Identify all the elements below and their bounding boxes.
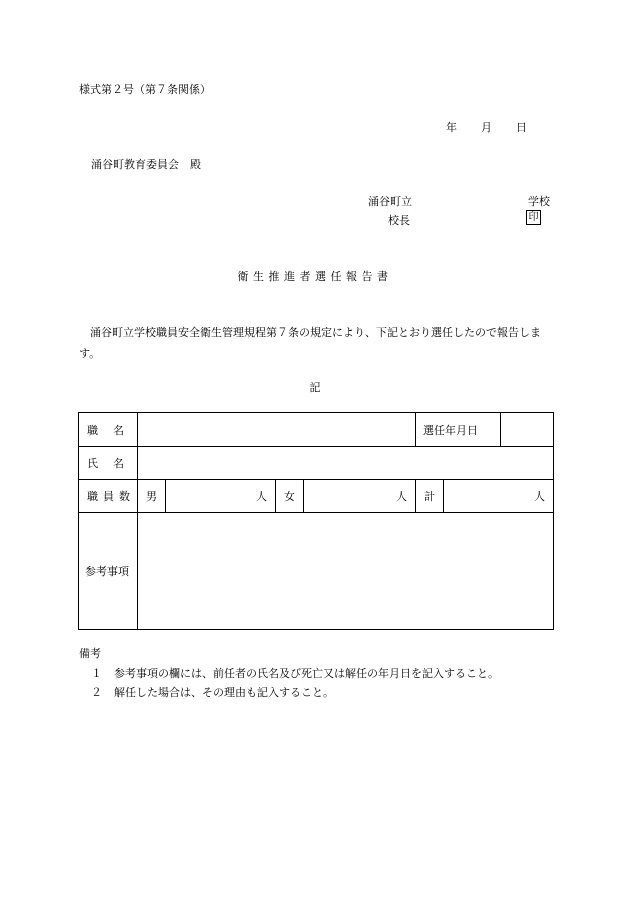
principal-label: 校長 xyxy=(388,214,410,227)
notes-value[interactable] xyxy=(138,513,554,630)
body-text: 涌谷町立学校職員安全衛生管理規程第７条の規定により、下記とおり選任したので報告します。 xyxy=(79,326,541,360)
day-label: 日 xyxy=(516,121,527,134)
female-unit: 人 xyxy=(396,490,407,503)
appointment-date-value[interactable] xyxy=(501,413,554,446)
total-unit: 人 xyxy=(534,490,545,503)
document-title: 衛生推進者選任報告書 xyxy=(237,270,393,283)
row-notes xyxy=(79,513,554,630)
remark-item xyxy=(91,665,499,681)
staff-count-label: 職 員 数 xyxy=(79,480,138,513)
form-number: 様式第２号（第７条関係） xyxy=(79,83,211,96)
remark-number: ２ xyxy=(91,686,102,699)
row-name xyxy=(79,447,554,480)
remark-text: 解任した場合は、その理由も記入すること。 xyxy=(114,686,334,699)
year-label: 年 xyxy=(446,121,457,134)
position-value[interactable] xyxy=(138,413,416,447)
school-prefix: 涌谷町立 xyxy=(368,195,412,208)
remark-item xyxy=(91,684,334,700)
remark-number: １ xyxy=(91,667,102,680)
male-count-field[interactable] xyxy=(166,480,276,513)
name-value[interactable] xyxy=(138,447,554,480)
month-label: 月 xyxy=(481,121,492,134)
notes-label: 参考事項 xyxy=(79,513,138,630)
report-table xyxy=(78,412,554,630)
row-staff-count xyxy=(79,480,554,513)
total-label: 計 xyxy=(416,480,444,513)
male-label: 男 xyxy=(138,480,166,513)
appointment-date-label: 選任年月日 xyxy=(416,413,501,446)
total-count-field[interactable] xyxy=(444,480,554,513)
remark-text: 参考事項の欄には、前任者の氏名及び死亡又は解任の年月日を記入すること。 xyxy=(114,667,499,680)
position-label: 職 名 xyxy=(79,413,138,447)
female-count-field[interactable] xyxy=(304,480,416,513)
row-position xyxy=(79,413,554,447)
ki-label: 記 xyxy=(309,381,321,394)
school-suffix: 学校 xyxy=(528,195,550,208)
date-line xyxy=(446,119,527,135)
seal-mark: 印 xyxy=(526,210,541,225)
remarks-heading: 備考 xyxy=(79,647,101,660)
female-label: 女 xyxy=(276,480,304,513)
name-label: 氏 名 xyxy=(79,447,138,480)
addressee: 涌谷町教育委員会 殿 xyxy=(91,158,201,171)
male-unit: 人 xyxy=(256,490,267,503)
